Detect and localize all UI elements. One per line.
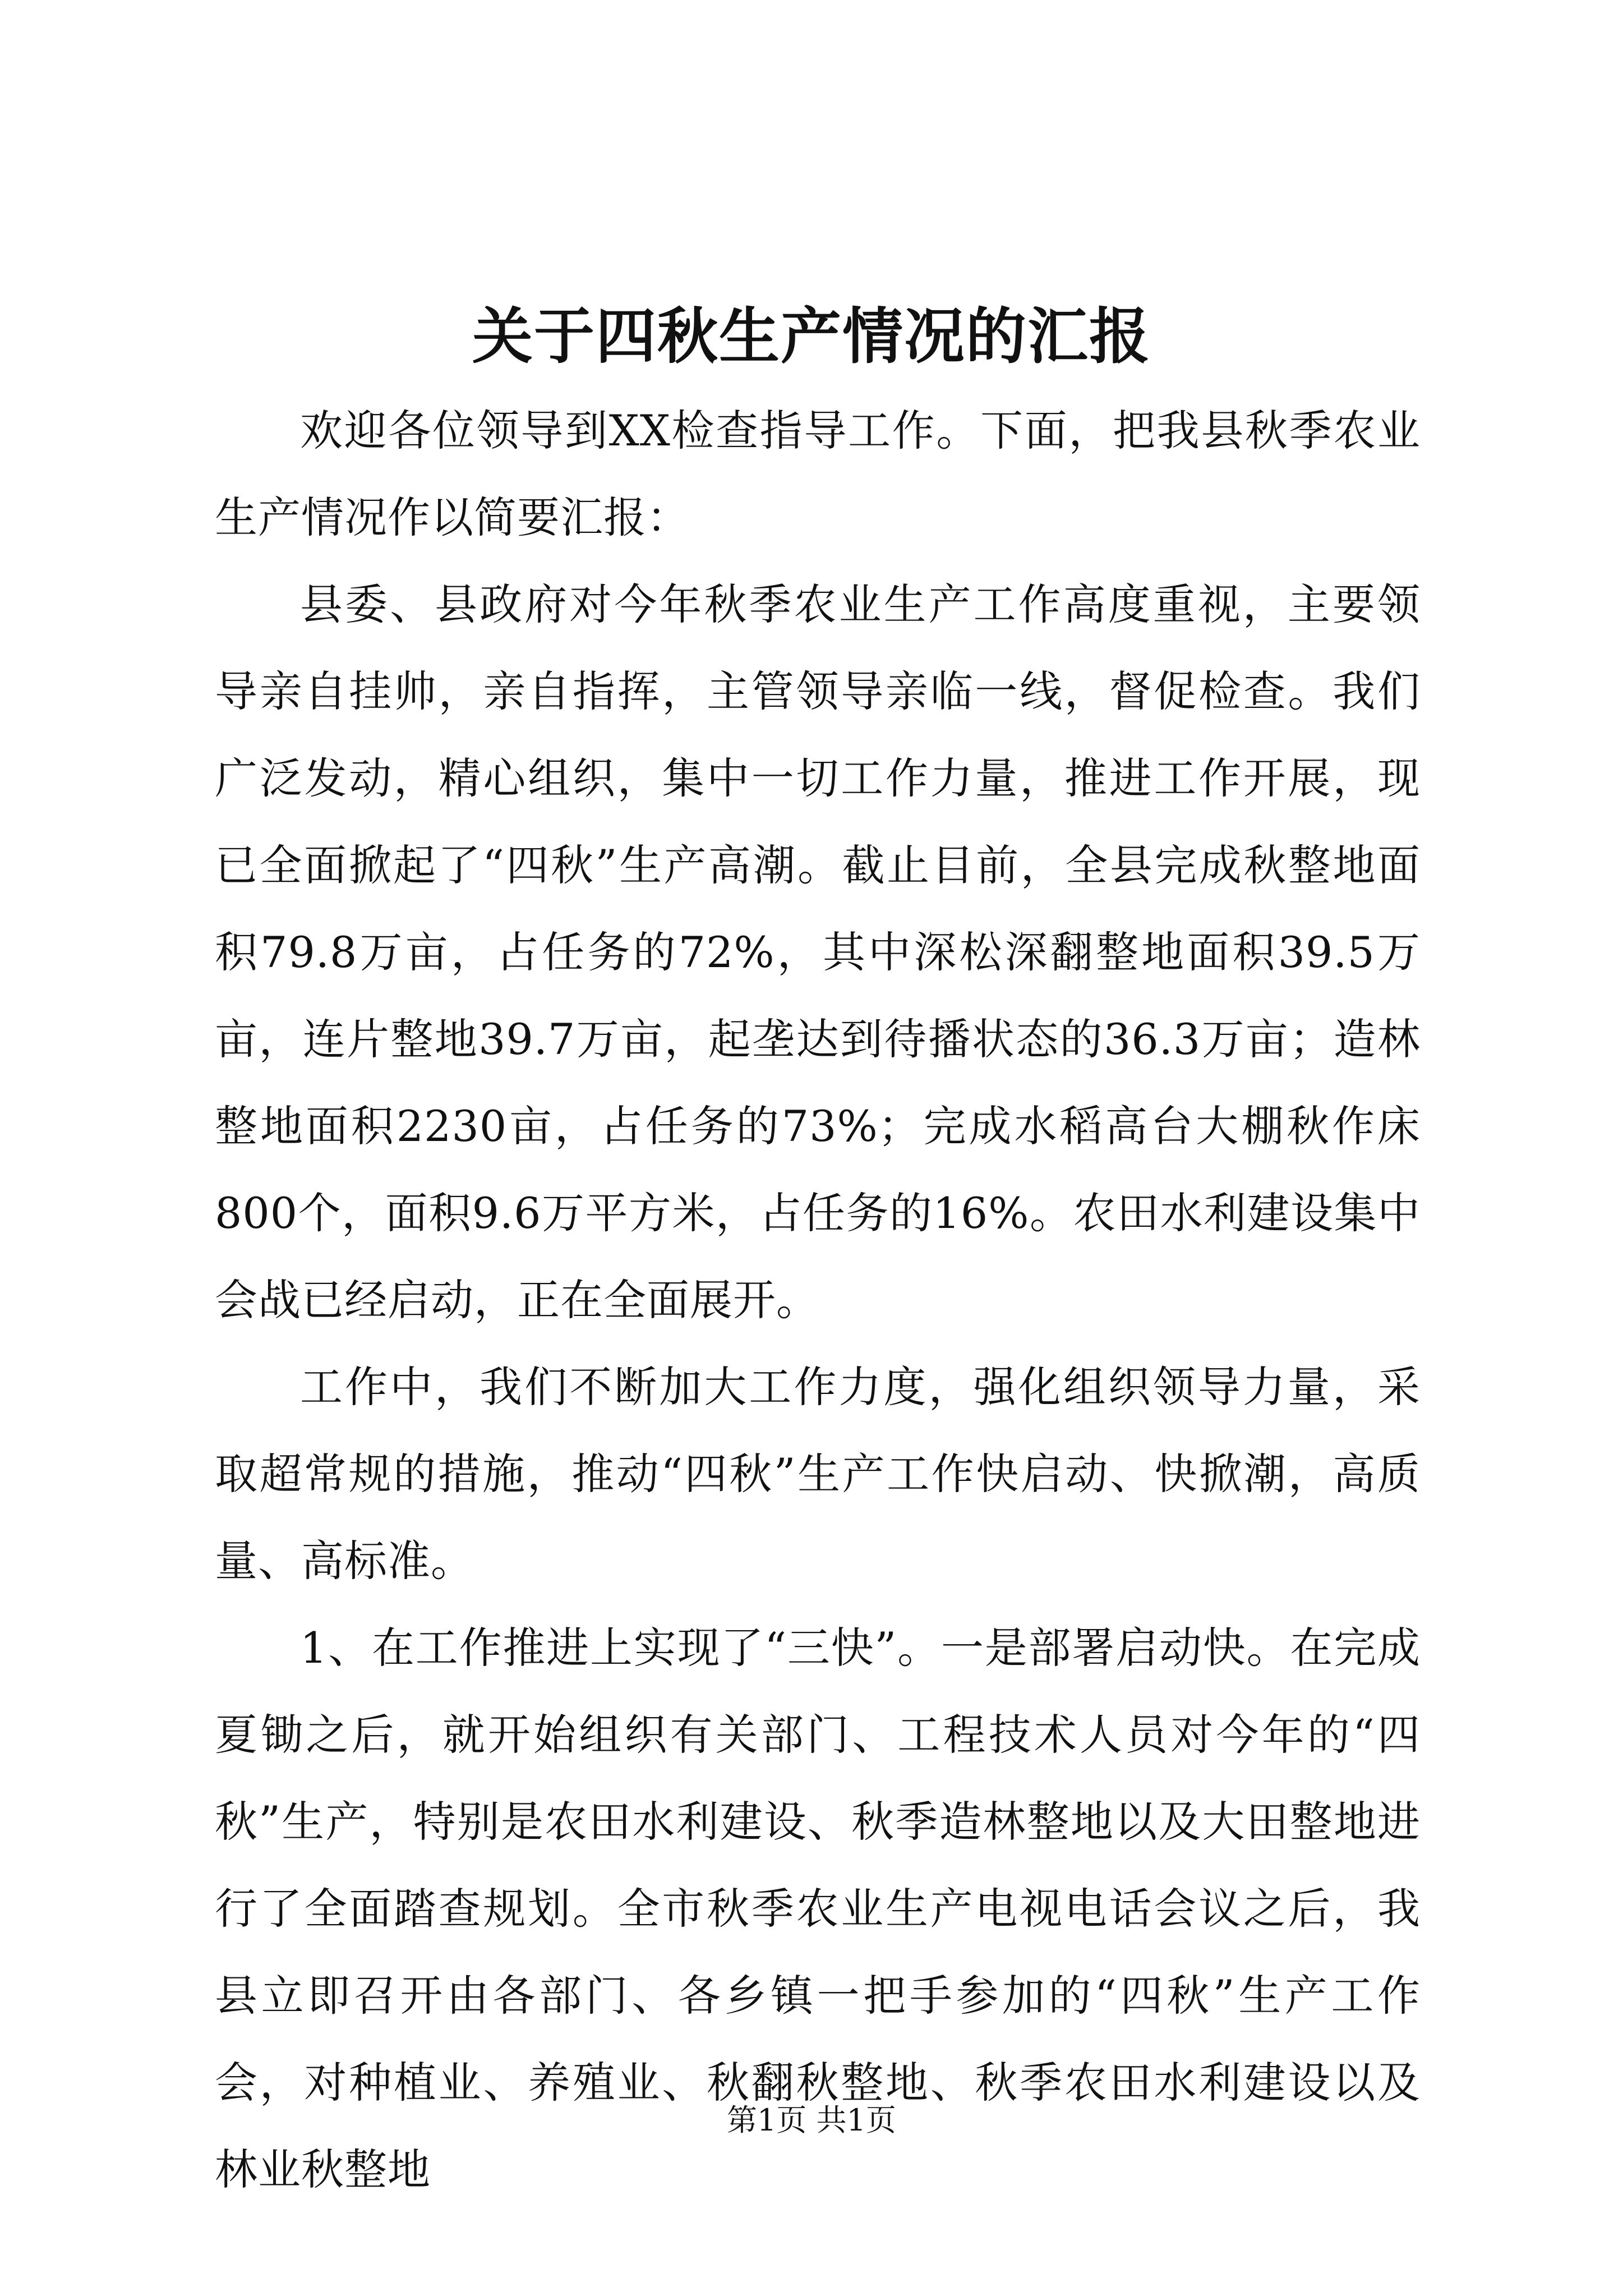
document-title: 关于四秋生产情况的汇报 <box>472 301 1151 372</box>
document-body <box>215 387 1421 2213</box>
paragraph-measures: 工作中，我们不断加大工作力度，强化组织领导力量，采取超常规的措施，推动“四秋”生产工作快启动、快掀潮，高质量、高标准。 <box>215 1362 1421 1586</box>
paragraph-intro: 欢迎各位领导到XX检查指导工作。下面，把我县秋季农业生产情况作以简要汇报： <box>215 406 1421 542</box>
page-footer: 第1页 共1页 <box>727 2102 896 2138</box>
paragraph-progress: 县委、县政府对今年秋季农业生产工作高度重视，主要领导亲自挂帅，亲自指挥，主管领导亲临一线，督促检查。我们广泛发动，精心组织，集中一切工作力量，推进工作开展，现已全面掀起了“四秋”生产高潮。截止目前，全县完成秋整地面积79.8万亩，占任务的72%，其中深松深翻整地面积39.5万亩，连片整地39.7万亩，起垄达到待播状态的36.3万亩；造林整地面积2230亩，占任务的73%；完成水稻高台大棚秋作床800个，面积9.6万平方米，占任务的16%。农田水利建设集中会战已经启动，正在全面展开。 <box>215 579 1421 1325</box>
paragraph-three-fast: 1、在工作推进上实现了“三快”。一是部署启动快。在完成夏锄之后，就开始组织有关部门、工程技术人员对今年的“四秋”生产，特别是农田水利建设、秋季造林整地以及大田整地进行了全面踏查规划。全市秋季农业生产电视电话会议之后，我县立即召开由各部门、各乡镇一把手参加的“四秋”生产工作会，对种植业、养殖业、秋翻秋整地、秋季农田水利建设以及林业秋整地 <box>215 1623 1421 2194</box>
